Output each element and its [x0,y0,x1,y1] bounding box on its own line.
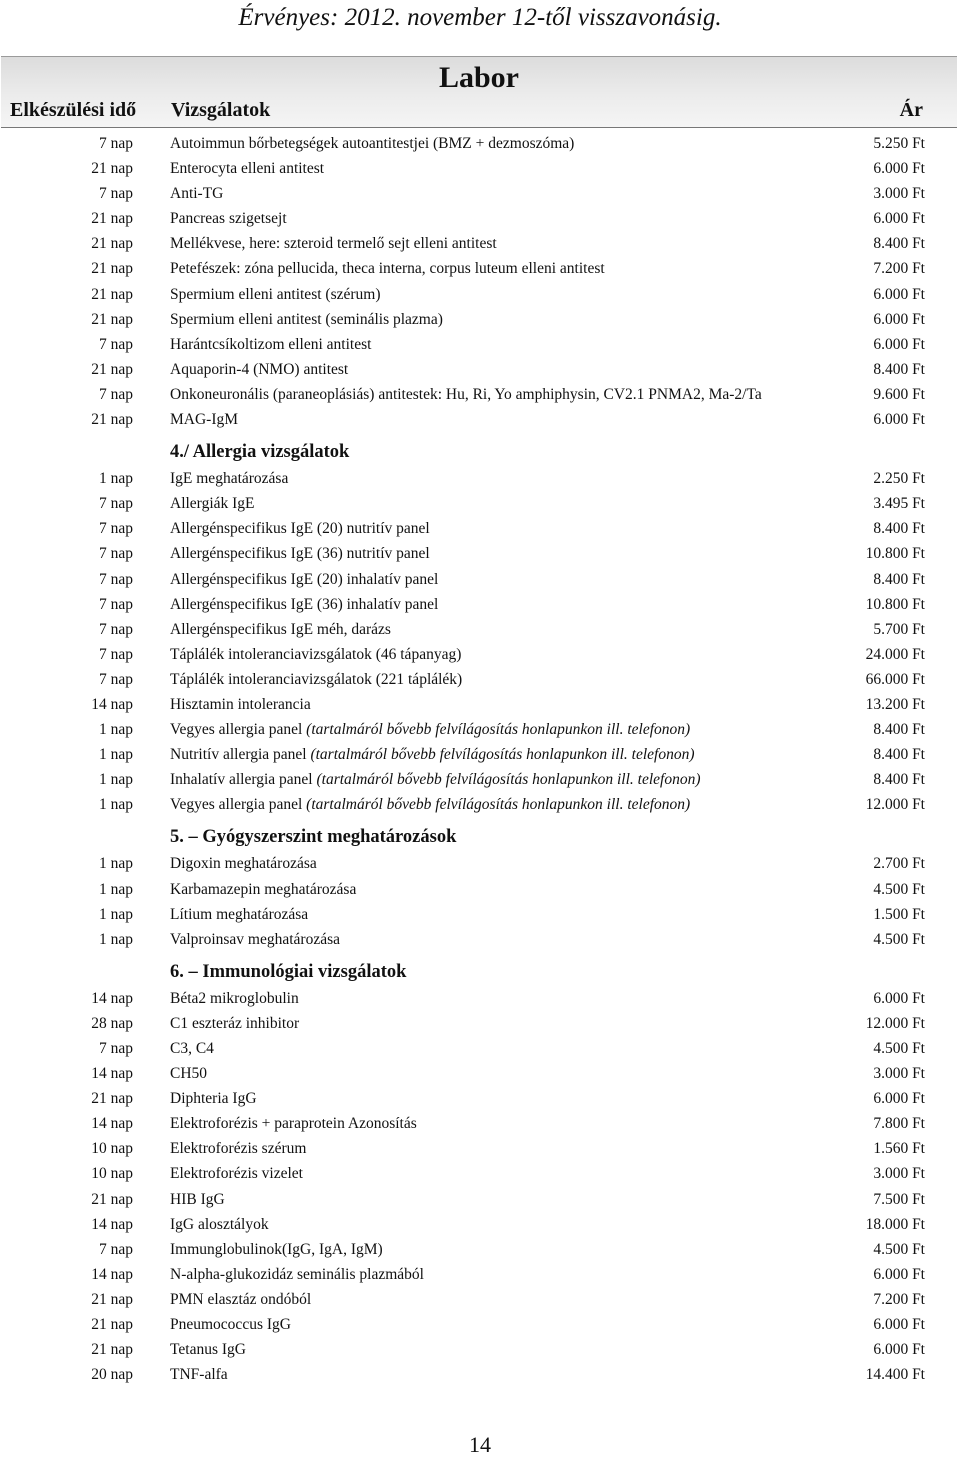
table-row [0,1287,960,1312]
test-price: 1.500 Ft [873,905,925,923]
test-price: 14.400 Ft [865,1366,925,1384]
test-name: Nutritív allergia panel [170,746,307,764]
test-name-cell [170,407,238,432]
test-name-cell [170,742,694,767]
table-row [0,1061,960,1086]
test-price: 6.000 Ft [873,989,925,1007]
test-name: Digoxin meghatározása [170,855,317,873]
test-name-cell [170,767,701,792]
section-title: 5. – Gyógyszerszint meghatározások [170,827,457,848]
turnaround-time: 21 nap [91,260,133,278]
table-row [0,231,960,256]
test-name-cell [170,541,430,566]
table-row [0,131,960,156]
turnaround-time: 21 nap [91,1090,133,1108]
turnaround-time: 14 nap [91,1065,133,1083]
test-price: 5.700 Ft [873,620,925,638]
test-note: (tartalmáról bővebb felvílágosítás honlapunkon ill. telefonon) [306,721,691,739]
turnaround-time: 7 nap [98,385,133,403]
test-name: Karbamazepin meghatározása [170,880,357,898]
test-name: Elektroforézis + paraprotein Azonosítás [170,1115,417,1133]
test-price: 12.000 Ft [865,796,925,814]
table-row [0,742,960,767]
turnaround-time: 10 nap [91,1165,133,1183]
table-row [0,902,960,927]
test-name-cell [170,1061,207,1086]
turnaround-time: 1 nap [98,771,133,789]
test-name: Petefészek: zóna pellucida, theca interna, corpus luteum elleni antitest [170,260,605,278]
page-number: 14 [469,1432,491,1457]
test-name-cell [170,1362,228,1387]
turnaround-time: 21 nap [91,1316,133,1334]
turnaround-time: 1 nap [98,796,133,814]
turnaround-time: 21 nap [91,210,133,228]
test-name-cell [170,357,348,382]
test-name: Aquaporin-4 (NMO) antitest [170,360,349,378]
test-name: Onkoneuronális (paraneoplásiás) antitestek: Hu, Ri, Yo amphiphysin, CV2.1 PNMA2, Ma-2/Ta [170,385,762,403]
test-price: 6.000 Ft [873,1316,925,1334]
test-name: IgG alosztályok [170,1215,269,1233]
test-name: Allergénspecifikus IgE (20) inhalatív panel [170,570,439,588]
table-row [0,1187,960,1212]
turnaround-time: 1 nap [98,855,133,873]
column-header-time: Elkészülési idő [10,99,137,121]
table-row [0,1237,960,1262]
test-name-cell [170,617,391,642]
test-price: 3.000 Ft [873,1065,925,1083]
table-row [0,466,960,491]
turnaround-time: 7 nap [98,1040,133,1057]
test-price: 13.200 Ft [865,695,925,713]
test-price: 7.200 Ft [873,1290,925,1308]
test-name-cell [170,282,380,307]
turnaround-time: 7 nap [98,545,133,563]
turnaround-time: 1 nap [98,930,133,948]
test-price: 8.400 Ft [873,746,925,764]
test-name: TNF-alfa [170,1366,228,1384]
test-name-cell [170,307,443,332]
test-name: MAG-IgM [170,411,239,429]
test-name-cell [170,792,690,817]
turnaround-time: 7 nap [98,595,133,613]
test-name: Béta2 mikroglobulin [170,989,299,1007]
table-row [0,692,960,717]
test-price: 2.250 Ft [873,470,925,488]
table-row [0,1337,960,1362]
test-name: Diphteria IgG [170,1090,257,1108]
test-name-cell [170,877,356,902]
test-name-cell [170,382,762,407]
turnaround-time: 14 nap [91,989,133,1007]
test-name: Táplálék intoleranciavizsgálatok (221 táplálék) [170,670,463,688]
test-price: 8.400 Ft [873,360,925,378]
test-name: Pneumococcus IgG [170,1316,291,1334]
test-price: 7.800 Ft [873,1115,925,1133]
turnaround-time: 28 nap [91,1014,133,1032]
test-name-cell [170,1011,299,1036]
turnaround-time: 7 nap [98,570,133,588]
test-name: Valproinsav meghatározása [170,930,341,948]
test-name: PMN elasztáz ondóból [170,1290,312,1308]
turnaround-time: 10 nap [91,1140,133,1158]
test-price: 12.000 Ft [865,1014,925,1032]
table-row [0,407,960,432]
table-row [0,667,960,692]
test-price: 66.000 Ft [865,670,925,688]
test-name: Allergénspecifikus IgE (36) nutritív panel [170,545,430,563]
test-name-cell [170,567,438,592]
table-row [0,181,960,206]
table-row [0,1362,960,1387]
test-name-cell [170,927,340,952]
table-row [0,1086,960,1111]
test-name: C3, C4 [170,1040,214,1057]
table-row [0,592,960,617]
table-row [0,717,960,742]
table-row [0,382,960,407]
test-name-cell [170,667,462,692]
test-note: (tartalmáról bővebb felvílágosítás honlapunkon ill. telefonon) [316,771,701,789]
turnaround-time: 21 nap [91,285,133,303]
table-row [0,617,960,642]
test-price: 4.500 Ft [873,1040,925,1057]
test-note: (tartalmáról bővebb felvílágosítás honlapunkon ill. telefonon) [310,746,695,764]
table-row [0,156,960,181]
test-name-cell [170,1086,257,1111]
test-name-cell [170,1237,383,1262]
table-row [0,491,960,516]
test-name: Harántcsíkoltizom elleni antitest [170,335,372,353]
test-price: 5.250 Ft [873,135,925,152]
price-list [0,131,960,1387]
test-name-cell [170,256,605,281]
test-price: 8.400 Ft [873,771,925,789]
test-name: CH50 [170,1065,208,1083]
test-name-cell [170,516,430,541]
table-row [0,541,960,566]
test-name-cell [170,491,255,516]
table-row [0,1312,960,1337]
test-price: 6.000 Ft [873,1090,925,1108]
test-price: 8.400 Ft [873,235,925,253]
test-name-cell [170,466,288,491]
test-note: (tartalmáról bővebb felvílágosítás honlapunkon ill. telefonon) [306,796,691,814]
test-name: Allergénspecifikus IgE méh, darázs [170,620,391,638]
table-row [0,307,960,332]
turnaround-time: 1 nap [98,721,133,739]
test-name-cell [170,692,311,717]
test-name: C1 eszteráz inhibitor [170,1014,300,1032]
turnaround-time: 14 nap [91,695,133,713]
test-price: 7.500 Ft [873,1190,925,1208]
turnaround-time: 21 nap [91,1341,133,1359]
table-row [0,642,960,667]
table-row [0,516,960,541]
turnaround-time: 7 nap [98,335,133,353]
test-price: 4.500 Ft [873,880,925,898]
test-price: 10.800 Ft [865,545,925,563]
test-name: Lítium meghatározása [170,905,309,923]
turnaround-time: 14 nap [91,1215,133,1233]
turnaround-time: 7 nap [98,135,133,152]
test-name: Autoimmun bőrbetegségek autoantitestjei (BMZ + dezmoszóma) [170,135,575,152]
test-price: 3.000 Ft [873,1165,925,1183]
test-name-cell [170,1312,291,1337]
test-price: 3.000 Ft [873,185,925,203]
test-name-cell [170,1136,306,1161]
test-name: HIB IgG [170,1190,225,1208]
test-name-cell [170,181,223,206]
test-name: Mellékvese, here: szteroid termelő sejt elleni antitest [170,235,497,253]
table-row [0,1036,960,1061]
test-price: 3.495 Ft [873,495,925,513]
column-header-price: Ár [899,99,923,121]
test-price: 6.000 Ft [873,310,925,328]
test-price: 6.000 Ft [873,160,925,178]
validity-note: Érvényes: 2012. november 12-től visszavonásig. [238,4,722,31]
test-name-cell [170,1161,303,1186]
test-name-cell [170,332,371,357]
test-name-cell [170,1287,311,1312]
turnaround-time: 20 nap [91,1366,133,1384]
turnaround-time: 7 nap [98,645,133,663]
turnaround-time: 21 nap [91,360,133,378]
turnaround-time: 7 nap [98,620,133,638]
table-row [0,1161,960,1186]
test-price: 9.600 Ft [873,385,925,403]
test-name: Allergiák IgE [170,495,255,513]
table-row [0,332,960,357]
turnaround-time: 1 nap [98,746,133,764]
test-name-cell [170,592,438,617]
turnaround-time: 7 nap [98,670,133,688]
test-name-cell [170,206,287,231]
table-row [0,256,960,281]
test-name: Allergénspecifikus IgE (20) nutritív panel [170,520,430,538]
page-title: Labor [438,61,519,94]
section-title: 4./ Allergia vizsgálatok [170,442,350,463]
test-price: 4.500 Ft [873,930,925,948]
test-name-cell [170,1262,424,1287]
table-row [0,851,960,876]
test-price: 6.000 Ft [873,335,925,353]
table-row [0,792,960,817]
test-price: 24.000 Ft [865,645,925,663]
test-name-cell [170,902,308,927]
test-name-cell [170,717,690,742]
test-name-cell [170,1036,214,1061]
test-name: Vegyes allergia panel [170,796,303,814]
table-row [0,206,960,231]
turnaround-time: 14 nap [91,1265,133,1283]
test-name-cell [170,156,324,181]
table-row [0,986,960,1011]
test-name-cell [170,131,574,156]
test-price: 7.200 Ft [873,260,925,278]
test-name: Anti-TG [170,185,224,203]
test-price: 6.000 Ft [873,285,925,303]
test-name: Elektroforézis szérum [170,1140,307,1158]
turnaround-time: 21 nap [91,310,133,328]
test-price: 4.500 Ft [873,1240,925,1258]
turnaround-time: 21 nap [91,160,133,178]
test-price: 2.700 Ft [873,855,925,873]
test-price: 8.400 Ft [873,520,925,538]
test-name: Spermium elleni antitest (seminális plazma) [170,310,443,328]
turnaround-time: 7 nap [98,185,133,203]
turnaround-time: 14 nap [91,1115,133,1133]
table-row [0,1212,960,1237]
test-name: Elektroforézis vizelet [170,1165,303,1183]
test-name: Immunglobulinok(IgG, IgA, IgM) [170,1240,383,1258]
test-price: 10.800 Ft [865,595,925,613]
test-name-cell [170,642,461,667]
test-name-cell [170,1111,417,1136]
test-price: 6.000 Ft [873,210,925,228]
table-row [0,282,960,307]
test-name-cell [170,851,317,876]
test-name-cell [170,986,299,1011]
turnaround-time: 1 nap [98,905,133,923]
test-name: Inhalatív allergia panel [170,771,313,789]
test-name: Enterocyta elleni antitest [170,160,325,178]
table-row [0,927,960,952]
turnaround-time: 21 nap [91,235,133,253]
turnaround-time: 7 nap [98,520,133,538]
table-header [1,56,957,128]
test-price: 8.400 Ft [873,721,925,739]
section-title: 6. – Immunológiai vizsgálatok [170,961,407,982]
turnaround-time: 21 nap [91,411,133,429]
test-name: Tetanus IgG [170,1341,246,1359]
test-name: Allergénspecifikus IgE (36) inhalatív panel [170,595,439,613]
turnaround-time: 7 nap [98,495,133,513]
test-price: 6.000 Ft [873,1341,925,1359]
turnaround-time: 1 nap [98,470,133,488]
table-row [0,1136,960,1161]
table-row [0,567,960,592]
test-price: 6.000 Ft [873,411,925,429]
test-price: 6.000 Ft [873,1265,925,1283]
test-name: Hisztamin intolerancia [170,695,311,713]
test-name: Pancreas szigetsejt [170,210,287,228]
test-name-cell [170,231,497,256]
test-price: 8.400 Ft [873,570,925,588]
table-row [0,1262,960,1287]
table-row [0,1111,960,1136]
turnaround-time: 21 nap [91,1190,133,1208]
test-price: 18.000 Ft [865,1215,925,1233]
test-price: 1.560 Ft [873,1140,925,1158]
test-name: IgE meghatározása [170,470,289,488]
turnaround-time: 7 nap [98,1240,133,1258]
table-row [0,357,960,382]
test-name: N-alpha-glukozidáz seminális plazmából [170,1265,424,1283]
table-row [0,877,960,902]
test-name-cell [170,1337,246,1362]
test-name: Táplálék intoleranciavizsgálatok (46 tápanyag) [170,645,462,663]
test-name: Vegyes allergia panel [170,721,303,739]
test-name: Spermium elleni antitest (szérum) [170,285,381,303]
column-header-tests: Vizsgálatok [171,99,271,121]
table-row [0,767,960,792]
test-name-cell [170,1187,225,1212]
turnaround-time: 21 nap [91,1290,133,1308]
turnaround-time: 1 nap [98,880,133,898]
table-row [0,1011,960,1036]
test-name-cell [170,1212,269,1237]
